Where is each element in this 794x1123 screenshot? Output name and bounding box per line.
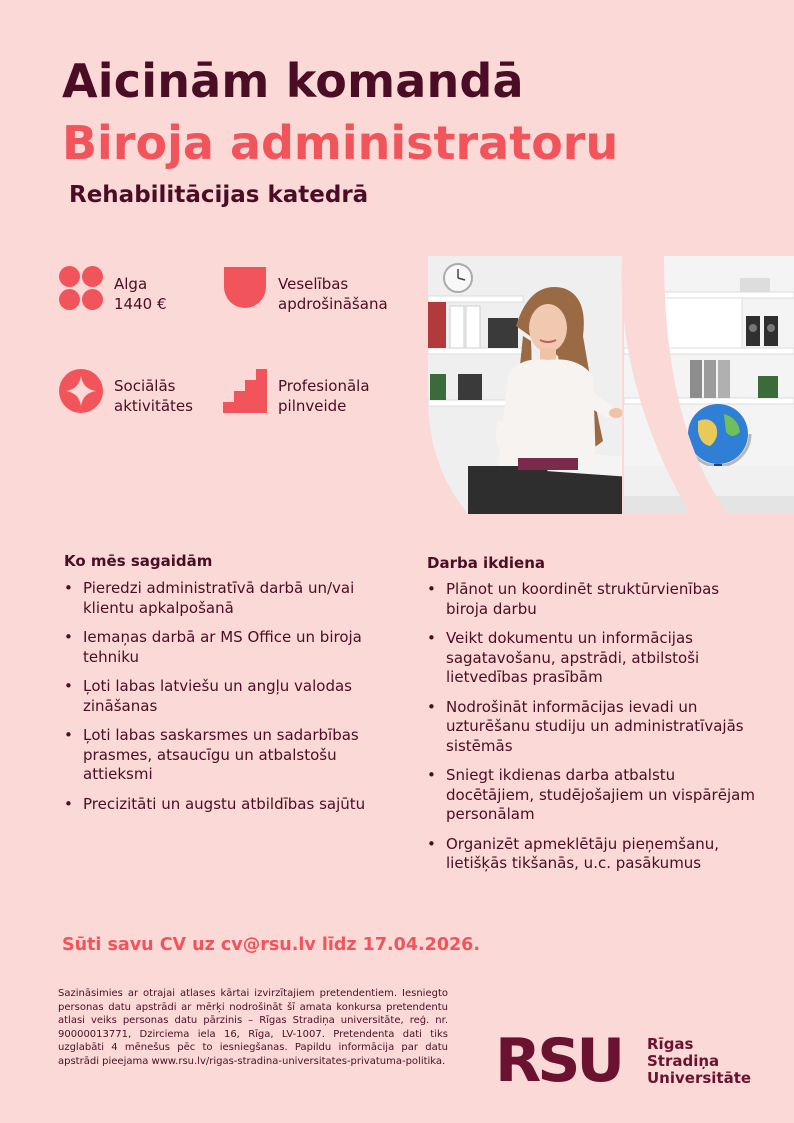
benefit-insurance (278, 274, 388, 314)
four-circles-icon (58, 265, 104, 311)
list-item: • Ļoti labas latviešu un angļu valodas zināšanas (64, 677, 386, 716)
logo-line3: Universitāte (647, 1069, 752, 1087)
list-item: • Pieredzi administratīvā darbā un/vai klientu apkalpošanā (64, 579, 386, 618)
benefit-insurance-line1: Veselības (278, 275, 349, 293)
page-title-position: Biroja administratoru (62, 116, 619, 170)
benefit-social (114, 376, 193, 416)
list-item: • Veikt dokumentu un informācijas sagatavošanu, apstrādi, atbilstoši lietvedības prasībām (427, 629, 762, 688)
shield-icon (222, 265, 268, 311)
page-title-line1: Aicinām komandā (62, 54, 524, 108)
requirements-heading: Ko mēs sagaidām (64, 552, 213, 570)
list-item: • Nodrošināt informācijas ievadi un uzturēšanu studiju un administratīvajās sistēmās (427, 698, 762, 757)
benefit-salary-line1: Alga (114, 275, 148, 293)
rsu-logo-mark: RSU (495, 1026, 622, 1096)
benefit-social-line1: Sociālās (114, 377, 176, 395)
duties-heading: Darba ikdiena (427, 554, 546, 572)
list-item: • Precizitāti un augstu atbildības sajūtu (64, 795, 386, 815)
logo-line2: Stradiņa (647, 1052, 720, 1070)
benefit-salary-line2: 1440 € (114, 295, 167, 313)
duties-list (427, 580, 762, 884)
benefit-development-line2: pilnveide (278, 397, 347, 415)
benefit-social-line2: aktivitātes (114, 397, 193, 415)
list-item: • Sniegt ikdienas darba atbalstu docētājiem, studējošajiem un vispārējam personālam (427, 766, 762, 825)
stairs-icon (222, 368, 268, 414)
requirements-list (64, 579, 386, 824)
star-circle-icon (58, 368, 104, 414)
benefit-insurance-line2: apdrošināšana (278, 295, 388, 313)
department-subtitle: Rehabilitācijas katedrā (69, 182, 369, 208)
benefit-salary (114, 274, 167, 314)
apply-call-to-action: Sūti savu CV uz cv@rsu.lv līdz 17.04.2026. (62, 935, 481, 955)
list-item: • Organizēt apmeklētāju pieņemšanu, lietišķās tikšanās, u.c. pasākumus (427, 835, 762, 874)
rsu-logo-text (647, 1036, 751, 1087)
benefit-development-line1: Profesionāla (278, 377, 370, 395)
logo-line1: Rīgas (647, 1035, 694, 1053)
list-item: • Ļoti labas saskarsmes un sadarbības prasmes, atsaucīgu un atbalstošu attieksmi (64, 726, 386, 785)
privacy-notice: Sazināsimies ar otrajai atlases kārtai izvirzītajiem pretendentiem. Iesniegto personas datu apstrādi ar mērķi nodrošināt šī amata konkursa pretendentu atlasi veiks personas datu pārzinis – Rīgas Stradiņa universitāte, reģ. nr. 90000013771, Dzirciema iela 16, Rīga, LV-1007. Pretendenta dati tiks uzglabāti 4 mēnešus pēc to iesniegšanas. Papildu informācija par datu apstrādi pieejama www.rsu.lv/rigas-stradina-universitates-privatuma-politika. (58, 988, 448, 1067)
benefit-development (278, 376, 370, 416)
office-worker-photo (428, 256, 794, 514)
list-item: • Iemaņas darbā ar MS Office un biroja tehniku (64, 628, 386, 667)
benefits-grid (0, 0, 420, 430)
list-item: • Plānot un koordinēt struktūrvienības biroja darbu (427, 580, 762, 619)
